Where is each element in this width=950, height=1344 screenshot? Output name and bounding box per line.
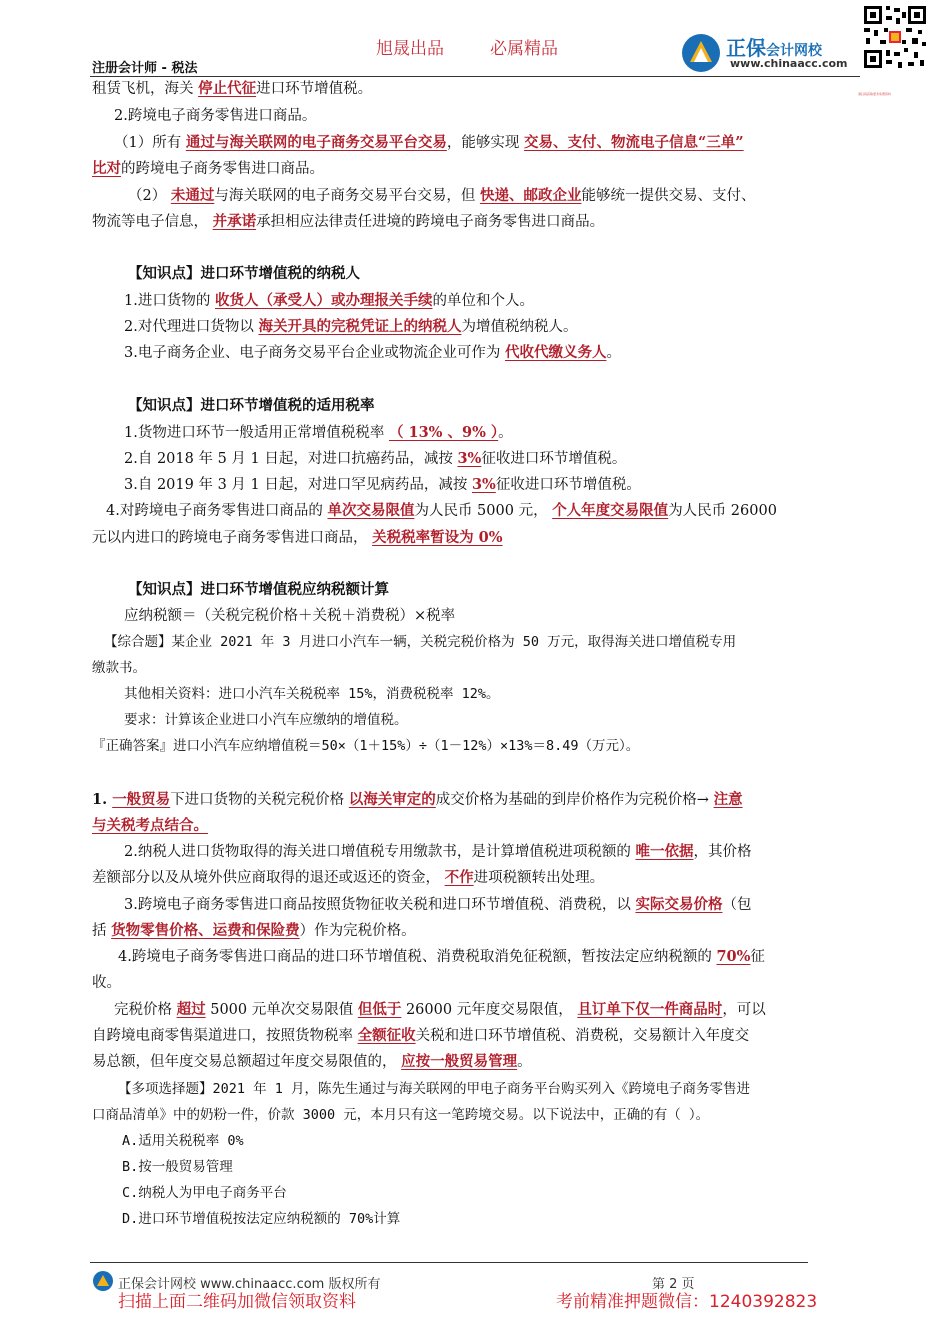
keyword: 不作 (444, 869, 474, 886)
text: 2.对代理进口货物以 (124, 319, 259, 335)
promo-left: 扫描上面二维码加微信领取资料 (118, 1292, 356, 1312)
keyword: 注意 (713, 791, 743, 808)
note-5-cont (92, 1026, 749, 1046)
text: 5000 元单次交易限值 (205, 1002, 358, 1018)
text: 的单位和个人。 (432, 293, 534, 309)
text: 。 (606, 345, 621, 361)
text: 成交价格为基础的到岸价格作为完税价格→ (435, 792, 714, 808)
footer-copyright: 正保会计网校 www.chinaacc.com 版权所有 (118, 1277, 381, 1292)
header-slogans (376, 34, 604, 59)
para-l6 (92, 212, 604, 232)
text: 1. (92, 791, 113, 808)
keyword: 实际交易价格 (635, 896, 723, 913)
text: 进口环节增值税。 (256, 81, 373, 97)
page-number: 第 2 页 (652, 1277, 695, 1292)
text: 征 (750, 949, 765, 965)
text: ，能够实现 (446, 135, 524, 151)
logo-name: 正保 (726, 36, 766, 60)
keyword: 与关税考点结合。 (92, 817, 208, 834)
footer-divider (90, 1262, 808, 1263)
keyword: 但低于 (357, 1001, 402, 1018)
keyword: 3% (457, 450, 482, 467)
text: 4.对跨境电子商务零售进口商品的 (106, 503, 328, 519)
keyword: 海关开具的完税凭证上的纳税人 (258, 318, 462, 335)
example-requirement: 要求：计算该企业进口小汽车应缴纳的增值税。 (124, 712, 408, 728)
text: 租赁飞机，海关 (92, 81, 199, 97)
text: 为人民币 5000 元， (414, 503, 553, 519)
option-d: D.进口环节增值税按法定应纳税额的 70%计算 (122, 1211, 401, 1227)
keyword: 超过 (176, 1001, 206, 1018)
text: 4.跨境电子商务零售进口商品的进口环节增值税、消费税取消免征税额，暂按法定应纳税额的 (118, 949, 717, 965)
keyword: 未通过 (170, 187, 215, 204)
text: 为增值税纳税人。 (461, 319, 578, 335)
keyword: 且订单下仅一件商品时 (577, 1001, 723, 1018)
keyword: （ 13% 、9% ） (388, 424, 499, 441)
para-s2-2 (124, 449, 626, 469)
keyword: 个人年度交易限值 (552, 502, 669, 519)
option-b: B.按一般贸易管理 (122, 1159, 233, 1175)
text: 3.自 2019 年 3 月 1 日起，对进口罕见病药品，减按 (124, 477, 472, 493)
keyword: 并承诺 (212, 213, 257, 230)
note-4-cont: 收。 (92, 975, 121, 991)
slogan-1: 旭晟出品 (376, 39, 444, 59)
qr-code-icon[interactable] (862, 4, 928, 70)
para-s1-3 (124, 343, 621, 363)
note-3-cont (92, 921, 416, 941)
text: 26000 元年度交易限值， (401, 1002, 578, 1018)
text: ）作为完税价格。 (299, 923, 416, 939)
text: 与海关联网的电子商务交易平台交易，但 (214, 188, 480, 204)
text: 元以内进口的跨境电子商务零售进口商品， (92, 530, 373, 546)
example-question: 【综合题】某企业 2021 年 3 月进口小汽车一辆，关税完税价格为 50 万元，取得海关进口增值税专用 (104, 634, 737, 650)
keyword: 一般贸易 (112, 791, 171, 808)
text: 为人民币 26000 (668, 503, 777, 519)
note-5 (114, 1000, 766, 1020)
text: 下进口货物的关税完税价格 (170, 792, 349, 808)
para-s2-3 (124, 475, 641, 495)
keyword: 代收代缴义务人 (504, 344, 607, 361)
para-s1-1 (124, 291, 534, 311)
section-title-calc: 【知识点】进口环节增值税应纳税额计算 (128, 581, 389, 598)
note-1 (92, 790, 743, 810)
text: 承担相应法律责任进境的跨境电子商务零售进口商品。 (256, 214, 605, 230)
keyword: 通过与海关联网的电子商务交易平台交易 (185, 134, 447, 151)
keyword: 单次交易限值 (327, 502, 415, 519)
text: 易总额，但年度交易总额超过年度交易限值的， (92, 1054, 402, 1070)
para-s2-4 (106, 501, 777, 521)
para-l2: 2.跨境电子商务零售进口商品。 (114, 108, 317, 124)
note-2-cont (92, 868, 604, 888)
option-a: A.适用关税税率 0% (122, 1133, 244, 1149)
section-title-rate: 【知识点】进口环节增值税的适用税率 (128, 397, 375, 414)
text: 差额部分以及从境外供应商取得的退还或返还的资金， (92, 870, 445, 886)
question-stem-cont: 口商品清单》中的奶粉一件，价款 3000 元，本月只有这一笔跨境交易。以下说法中，正确的有（ ）。 (92, 1107, 710, 1123)
para-l5 (128, 186, 755, 206)
promo-right: 考前精准押题微信：1240392823 (556, 1292, 818, 1312)
para-s2-1 (124, 423, 513, 443)
keyword: 以海关审定的 (348, 791, 436, 808)
keyword: 70% (716, 948, 751, 965)
keyword: 应按一般贸易管理 (401, 1053, 518, 1070)
example-question-cont: 缴款书。 (92, 660, 146, 676)
text: 自跨境电商零售渠道进口，按照货物税率 (92, 1028, 358, 1044)
para-s1-2 (124, 317, 577, 337)
qr-caption: 请扫码获取更多免费资料 (858, 92, 892, 96)
text: 括 (92, 923, 112, 939)
text: 征收进口环节增值税。 (481, 451, 627, 467)
footer-logo-icon (92, 1270, 114, 1292)
doc-title: 注册会计师 - 税法 (92, 61, 198, 76)
keyword: 快递、邮政企业 (479, 187, 582, 204)
logo-url[interactable]: www.chinaacc.com (730, 57, 848, 70)
text: 进项税额转出处理。 (473, 870, 605, 886)
text: 2.自 2018 年 5 月 1 日起，对进口抗癌药品，减按 (124, 451, 458, 467)
logo-sub: 会计网校 (766, 43, 822, 59)
chinaacc-logo (680, 30, 860, 76)
example-answer: 『正确答案』进口小汽车应纳增值税＝50×（1＋15%）÷（1－12%）×13%＝8.49（万元）。 (92, 738, 640, 754)
para-l3 (114, 133, 744, 153)
text: 1.货物进口环节一般适用正常增值税税率 (124, 425, 389, 441)
text: 2.纳税人进口货物取得的海关进口增值税专用缴款书，是计算增值税进项税额的 (124, 844, 636, 860)
text: ，可以 (722, 1002, 766, 1018)
text: 物流等电子信息， (92, 214, 213, 230)
section-title-taxpayer: 【知识点】进口环节增值税的纳税人 (128, 265, 360, 282)
question-stem: 【多项选择题】2021 年 1 月，陈先生通过与海关联网的甲电子商务平台购买列入《跨境电子商务零售进 (118, 1081, 751, 1097)
text: （包 (722, 897, 752, 913)
keyword: 交易、支付、物流电子信息“三单” (523, 134, 744, 151)
text: 征收进口环节增值税。 (495, 477, 641, 493)
text: 3.电子商务企业、电子商务交易平台企业或物流企业可作为 (124, 345, 505, 361)
keyword: 比对 (92, 160, 121, 177)
text: 的跨境电子商务零售进口商品。 (121, 161, 324, 177)
para-s2-5 (92, 528, 503, 548)
keyword: 货物零售价格、运费和保险费 (111, 922, 300, 939)
header-divider (90, 76, 860, 77)
note-2 (124, 842, 751, 862)
text: 完税价格 (114, 1002, 177, 1018)
note-3 (124, 895, 751, 915)
note-4 (118, 947, 765, 967)
para-l4 (92, 159, 324, 179)
keyword: 关税税率暂设为 0% (372, 529, 503, 546)
text: 能够统一提供交易、支付、 (581, 188, 756, 204)
text: 关税和进口环节增值税、消费税，交易额计入年度交 (415, 1028, 750, 1044)
text: ，其价格 (693, 844, 752, 860)
text: 。 (498, 425, 513, 441)
slogan-2: 必属精品 (490, 39, 558, 59)
text: （1）所有 (114, 135, 186, 151)
para-l1 (92, 79, 372, 99)
logo-mark-icon (680, 32, 722, 74)
keyword: 全额征收 (357, 1027, 416, 1044)
text: 。 (517, 1054, 532, 1070)
keyword: 停止代征 (198, 80, 257, 97)
keyword: 收货人（承受人）或办理报关手续 (214, 292, 433, 309)
formula: 应纳税额＝（关税完税价格＋关税＋消费税）×税率 (124, 608, 456, 624)
example-info: 其他相关资料：进口小汽车关税税率 15%，消费税税率 12%。 (124, 686, 500, 702)
text: （2） (128, 188, 171, 204)
keyword: 3% (471, 476, 496, 493)
text: 3.跨境电子商务零售进口商品按照货物征收关税和进口环节增值税、消费税，以 (124, 897, 636, 913)
option-c: C.纳税人为甲电子商务平台 (122, 1185, 287, 1201)
note-1-cont (92, 816, 208, 836)
keyword: 唯一依据 (635, 843, 694, 860)
note-5-cont2 (92, 1052, 532, 1072)
text: 1.进口货物的 (124, 293, 215, 309)
